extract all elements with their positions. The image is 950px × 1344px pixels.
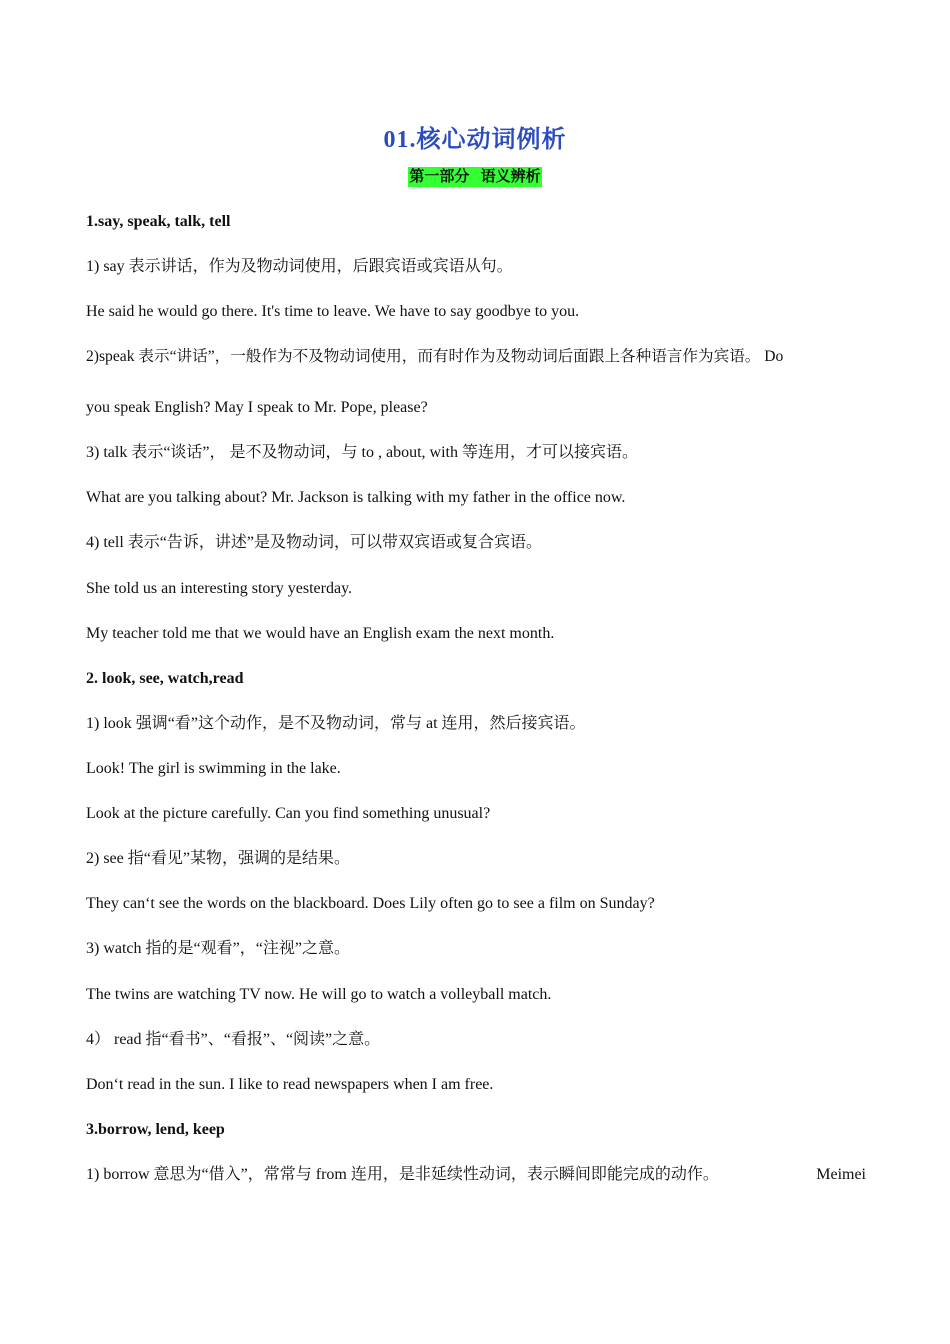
paragraph-watch: 3) watch 指的是“观看”，“注视”之意。 <box>86 940 350 957</box>
paragraph-borrow-text: 1) borrow 意思为“借入”，常常与 from 连用，是非延续性动词，表示瞬间即能完成的动作。 <box>86 1166 719 1183</box>
example-tell-1: She told us an interesting story yesterday. <box>86 580 353 597</box>
section-heading-2: 2. look, see, watch,read <box>86 670 244 687</box>
section-heading-3: 3.borrow, lend, keep <box>86 1121 225 1138</box>
paragraph-read: 4） read 指“看书”、“看报”、“阅读”之意。 <box>86 1031 381 1048</box>
paragraph-speak: 2)speak 表示“讲话”，一般作为不及物动词使用，而有时作为及物动词后面跟上各种语言作为宾语。 Do <box>86 348 784 365</box>
paragraph-say: 1) say 表示讲话，作为及物动词使用，后跟宾语或宾语从句。 <box>86 258 513 275</box>
example-watch: The twins are watching TV now. He will go to watch a volleyball match. <box>86 986 552 1003</box>
paragraph-talk: 3) talk 表示“谈话”， 是不及物动词，与 to , about, with 等连用，才可以接宾语。 <box>86 444 638 461</box>
example-look-1: Look! The girl is swimming in the lake. <box>86 760 341 777</box>
example-see: They can‘t see the words on the blackboard. Does Lily often go to see a film on Sunday? <box>86 895 655 912</box>
paragraph-look: 1) look 强调“看”这个动作，是不及物动词，常与 at 连用，然后接宾语。 <box>86 715 586 732</box>
example-speak: you speak English? May I speak to Mr. Pope, please? <box>86 399 428 416</box>
example-tell-2: My teacher told me that we would have an English exam the next month. <box>86 625 555 642</box>
subtitle-container <box>0 167 950 187</box>
section-subtitle-highlight: 第一部分 语义辨析 <box>409 169 541 185</box>
document-title: 01.核心动词例析 <box>383 127 567 153</box>
paragraph-see: 2) see 指“看见”某物，强调的是结果。 <box>86 850 350 867</box>
example-read: Don‘t read in the sun. I like to read newspapers when I am free. <box>86 1076 494 1093</box>
paragraph-borrow-continuation: Meimei <box>816 1166 866 1183</box>
paragraph-borrow <box>86 1164 866 1186</box>
example-look-2: Look at the picture carefully. Can you find something unusual? <box>86 805 491 822</box>
paragraph-tell: 4) tell 表示“告诉，讲述”是及物动词，可以带双宾语或复合宾语。 <box>86 534 542 551</box>
example-talk: What are you talking about? Mr. Jackson is talking with my father in the office now. <box>86 489 626 506</box>
section-heading-1: 1.say, speak, talk, tell <box>86 213 231 230</box>
example-say: He said he would go there. It's time to leave. We have to say goodbye to you. <box>86 303 580 320</box>
